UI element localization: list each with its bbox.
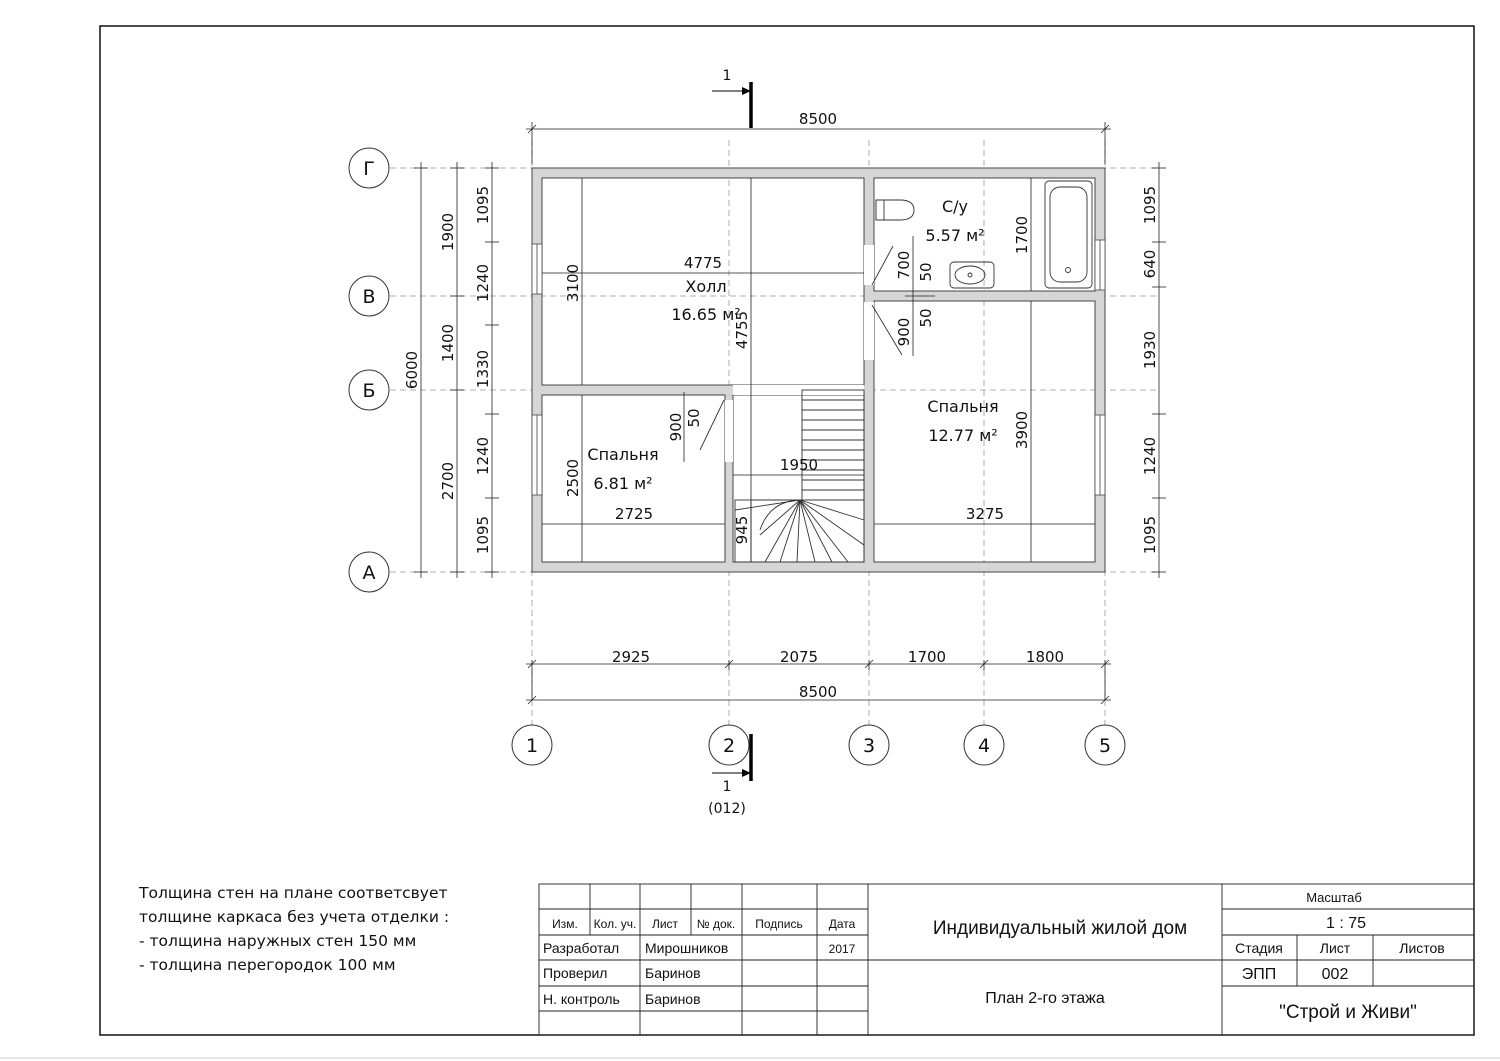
tb-role-developer: Разработал [543,940,620,956]
axis-bubbles-numbers [512,725,1125,765]
tb-date-developer: 2017 [828,942,856,956]
dim-bottom-2: 2075 [779,648,819,666]
tb-col-date: Дата [828,917,856,931]
section-mark-label-bottom: 1 [722,779,732,795]
dim-inner-bedroom-small-width: 2725 [614,505,654,523]
tb-col-izm: Изм. [552,917,578,931]
tb-name-checked: Баринов [645,965,701,981]
tb-col-kol-uch: Кол. уч. [593,917,637,931]
tb-sheets-label: Листов [1399,940,1445,956]
room-bedroom-large-area: 12.77 м² [928,426,998,445]
dim-left-mid-3: 2700 [439,461,457,501]
tb-stage-value: ЭПП [1241,966,1277,983]
dim-inner-door-bedroom: 900 [895,317,913,347]
dim-left-mid-2: 1400 [439,323,457,363]
tb-col-signature: Подпись [755,917,803,931]
dim-left-inner-5: 1095 [474,515,492,555]
tb-role-checked: Проверил [543,965,608,981]
dim-inner-door-bath: 700 [895,250,913,280]
dim-inner-hall-width: 4775 [683,254,723,272]
dim-top-overall [526,122,1111,164]
dim-inner-hall-height: 3100 [564,263,582,303]
dim-inner-offset-3: 50 [685,408,703,428]
tb-name-developer: Мирошников [645,940,729,956]
dim-right-2: 640 [1141,249,1159,279]
room-bedroom-small-name: Спальня [587,445,659,464]
tb-col-doc: № док. [696,917,736,931]
dim-inner-offset-1: 50 [917,262,935,282]
grid-lines [390,140,1160,725]
dim-left-overall: 6000 [403,350,421,390]
dim-bottom-4: 1800 [1025,648,1065,666]
axis-bubbles-letters [349,148,389,592]
dim-left-inner-2: 1240 [474,263,492,303]
dim-bottom-overall: 8500 [798,683,838,701]
dim-bottom-1: 2925 [611,648,651,666]
dim-inner-offset-2: 50 [917,308,935,328]
axis-letter-g: Г [363,158,375,180]
axis-letter-b: Б [362,380,376,402]
axis-letter-a: А [362,562,376,584]
dim-bottom-3: 1700 [907,648,947,666]
axis-number-3: 3 [862,735,876,757]
axis-number-1: 1 [525,735,539,757]
dim-inner-bedroom-large-height: 3900 [1013,410,1031,450]
tb-sheet-label: Лист [1319,940,1351,956]
room-hall-name: Холл [685,277,727,296]
room-bathroom-area: 5.57 м² [925,226,985,245]
note-line-1: Толщина стен на плане соответсвует [139,884,448,902]
axis-number-4: 4 [977,735,991,757]
tb-sheet-value: 002 [1321,966,1349,983]
dim-left-mid-1: 1900 [439,212,457,252]
room-bedroom-small-area: 6.81 м² [593,474,653,493]
dim-right-3: 1930 [1141,330,1159,370]
dim-inner-bedroom-large-width: 3275 [965,505,1005,523]
room-bedroom-large-name: Спальня [927,397,999,416]
axis-letter-v: В [362,286,376,308]
note-line-3: - толщина наружных стен 150 мм [139,932,417,950]
dim-left-inner-1: 1095 [474,185,492,225]
dim-inner-stair-depth: 945 [733,515,751,545]
section-reference: (012) [708,801,746,817]
dim-inner-bedroom-small-height: 2500 [564,458,582,498]
tb-sheet-title: План 2-го этажа [985,990,1105,1007]
tb-project-name: Индивидуальный жилой дом [932,918,1188,939]
dim-inner-bathroom-height: 1700 [1013,215,1031,255]
dim-right-1: 1095 [1141,185,1159,225]
dim-inner-door-bedroom-small: 900 [667,412,685,442]
notes-block [139,881,449,977]
dim-right-5: 1095 [1141,515,1159,555]
staircase [735,390,864,562]
section-mark-top [712,82,751,128]
room-hall-area: 16.65 м² [671,305,741,324]
tb-scale-value: 1 : 75 [1325,915,1367,932]
room-bathroom-name: С/у [941,197,969,216]
note-line-4: - толщина перегородок 100 мм [139,956,396,974]
axis-number-2: 2 [722,735,736,757]
tb-company: "Строй и Живи" [1279,1002,1417,1023]
section-mark-label-top: 1 [722,68,732,84]
tb-stage-label: Стадия [1235,940,1283,956]
dim-inner-stair-width: 1950 [779,456,819,474]
dim-left-inner-3: 1330 [474,349,492,389]
dim-top-overall-label: 8500 [798,110,838,128]
tb-col-list: Лист [651,917,679,931]
note-line-2: толщине каркаса без учета отделки : [139,908,450,926]
tb-role-control: Н. контроль [543,991,620,1007]
dim-right-4: 1240 [1141,436,1159,476]
axis-number-5: 5 [1098,735,1112,757]
dim-inner-hall-depth: 4755 [733,310,751,350]
tb-scale-label: Масштаб [1306,890,1362,905]
dim-left-inner-4: 1240 [474,436,492,476]
tb-name-control: Баринов [645,991,701,1007]
